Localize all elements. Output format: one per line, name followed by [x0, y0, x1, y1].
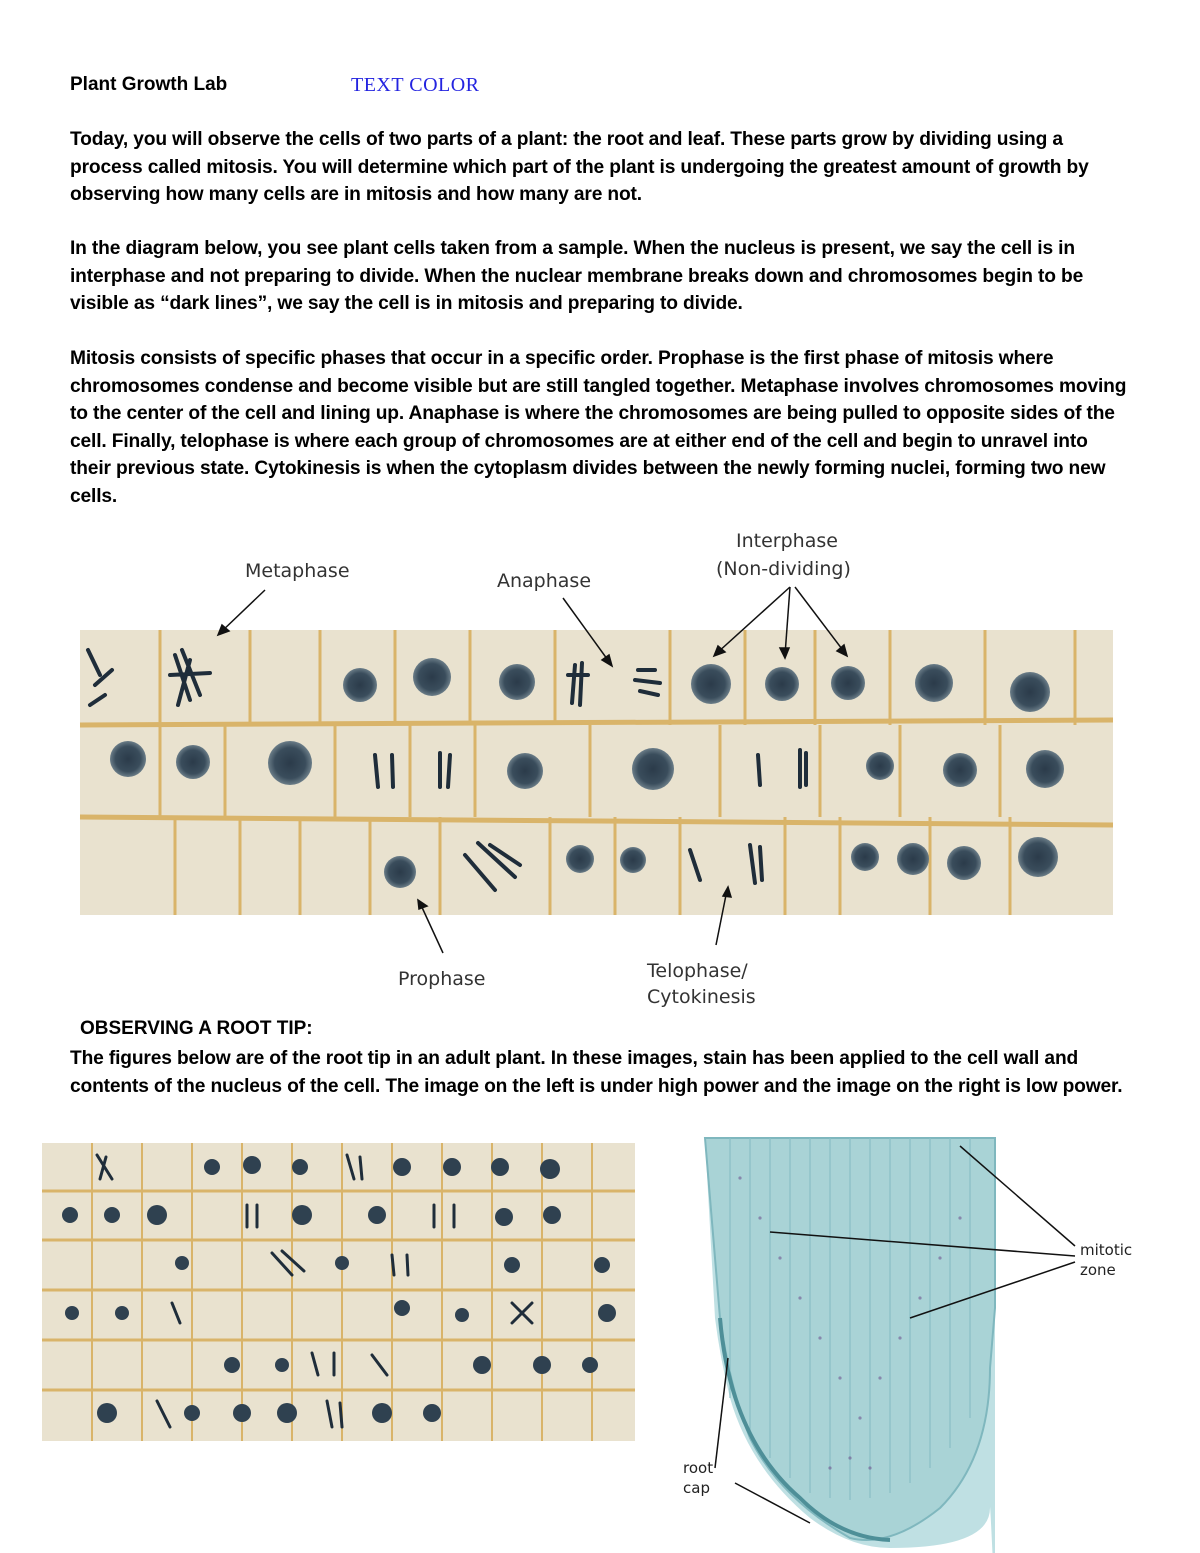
- diagram-paragraph: In the diagram below, you see plant cells taken from a sample. When the nucleus is present, we say the cell is in interphase and not preparing to divide. When the nuclear membrane breaks down and chromosomes begin to be visible as “dark lines”, we say the cell is in mitosis and preparing to divide.: [70, 238, 1084, 314]
- zone-label: zone: [1080, 1261, 1116, 1279]
- mitotic-label: mitotic: [1080, 1241, 1133, 1259]
- root-label: root: [683, 1459, 714, 1477]
- intro-paragraph: Today, you will observe the cells of two parts of a plant: the root and leaf. These parts grow by dividing using a process called mitosis. You will determine which part of the plant is undergoing the greatest amount of growth by observing how many cells are in mitosis and how many are not.: [70, 129, 1089, 205]
- anaphase-label: Anaphase: [497, 570, 592, 592]
- mitosis-diagram: [0, 525, 1200, 1010]
- section-heading: OBSERVING A ROOT TIP:: [80, 1018, 313, 1039]
- title-row: [70, 74, 670, 100]
- high-power-micrograph: [42, 1143, 635, 1441]
- telophase-label: Telophase/: [647, 960, 748, 982]
- root-tip-paragraph: The figures below are of the root tip in an adult plant. In these images, stain has been applied to the cell wall and contents of the nucleus of the cell. The image on the left is under high power and the image on the right is low power.: [70, 1048, 1123, 1097]
- root-tip-low-power: [683, 1138, 1180, 1548]
- cytokinesis-label: Cytokinesis: [647, 986, 756, 1008]
- text-color-label: TEXT COLOR: [351, 74, 480, 96]
- prophase-label: Prophase: [398, 968, 486, 990]
- page-title: Plant Growth Lab: [70, 74, 228, 95]
- metaphase-label: Metaphase: [245, 560, 350, 582]
- cell-micrograph: [80, 630, 1113, 915]
- non-dividing-label: (Non-dividing): [716, 558, 851, 580]
- phases-paragraph: Mitosis consists of specific phases that occur in a specific order. Prophase is the first phase of mitosis where chromosomes condense and become visible but are still tangled together. Metaphase involves chromosomes moving to the center of the cell and lining up. Anaphase is where the chromosomes are being pulled to opposite sides of the cell. Finally, telophase is where each group of chromosomes are at either end of the cell and begin to unravel into their previous state. Cytokinesis is when the cytoplasm divides between the newly forming nuclei, forming two new cells.: [70, 348, 1127, 507]
- cap-label: cap: [683, 1479, 710, 1497]
- interphase-label: Interphase: [736, 530, 838, 552]
